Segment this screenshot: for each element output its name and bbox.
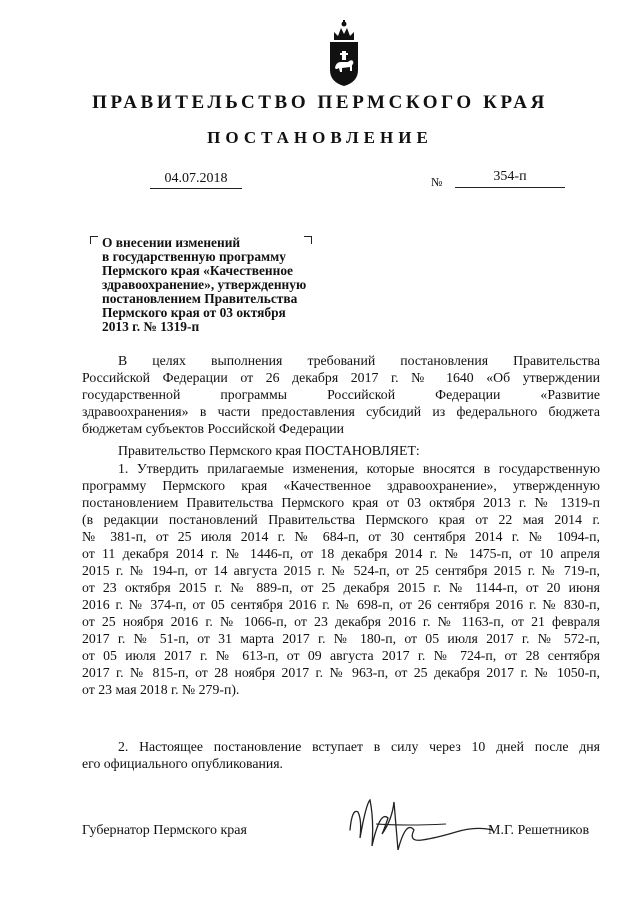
- coat-of-arms-icon: [326, 18, 362, 88]
- paragraph-line: 2. Настоящее постановление вступает в силу через 10 дней после дня: [118, 739, 600, 754]
- paragraph-line: (в редакции постановлений Правительства Пермского края от 22 мая 2014 г.: [82, 512, 600, 527]
- signatory-position: Губернатор Пермского края: [82, 823, 247, 838]
- subject-line: в государственную программу: [102, 249, 286, 264]
- document-number: 354-п: [455, 169, 565, 188]
- item-2-paragraph: [82, 738, 600, 772]
- subject-line: здравоохранение», утвержденную: [102, 277, 307, 292]
- preamble-paragraph: [82, 352, 600, 437]
- paragraph-line: от 25 ноября 2016 г. № 1066-п, от 23 декабря 2016 г. № 1163-п, от 21 февраля: [82, 614, 600, 629]
- paragraph-line: от 23 октября 2015 г. № 889-п, от 25 декабря 2015 г. № 1144-п, от 20 июня: [82, 580, 600, 595]
- subject-corner-left: [90, 236, 98, 244]
- signature-icon: [336, 790, 496, 860]
- item-1-paragraph: [82, 460, 600, 698]
- paragraph-line: от 11 декабря 2014 г. № 1446-п, от 18 декабря 2014 г. № 1475-п, от 10 апреля: [82, 546, 600, 561]
- paragraph-line: Российской Федерации от 26 декабря 2017 г. № 1640 «Об утверждении: [82, 370, 600, 385]
- paragraph-line: программу Пермского края «Качественное здравоохранение», утвержденную: [82, 478, 600, 493]
- paragraph-line: 2015 г. № 194-п, от 14 августа 2015 г. № 524-п, от 25 сентября 2015 г. № 719-п,: [82, 563, 600, 578]
- organization-title: ПРАВИТЕЛЬСТВО ПЕРМСКОГО КРАЯ: [92, 92, 548, 113]
- subject-line: 2013 г. № 1319-п: [102, 319, 200, 334]
- paragraph-line: его официального опубликования.: [82, 756, 284, 771]
- paragraph-line: от 05 июля 2017 г. № 613-п, от 09 августа 2017 г. № 724-п, от 28 сентября: [82, 648, 600, 663]
- signatory-name: М.Г. Решетников: [488, 823, 590, 838]
- paragraph-line: 2016 г. № 374-п, от 05 сентября 2016 г. № 698-п, от 26 сентября 2016 г. № 830-п,: [82, 597, 600, 612]
- subject-line: постановлением Правительства: [102, 291, 298, 306]
- number-sign: №: [431, 175, 443, 189]
- subject-line: О внесении изменений: [102, 235, 241, 250]
- document-date: 04.07.2018: [150, 171, 242, 189]
- paragraph-line: здравоохранения» в части предоставления субсидий из федерального бюджета: [82, 404, 600, 419]
- paragraph-line: бюджетам субъектов Российской Федерации: [82, 421, 345, 436]
- document-type: ПОСТАНОВЛЕНИЕ: [207, 128, 433, 147]
- paragraph-line: государственной программы Российской Федерации «Развитие: [82, 387, 600, 402]
- paragraph-line: 1. Утвердить прилагаемые изменения, которые вносятся в государственную: [118, 461, 600, 476]
- subject-line: Пермского края «Качественное: [102, 263, 293, 278]
- document-subject: [102, 236, 332, 334]
- resolves-line: Правительство Пермского края ПОСТАНОВЛЯЕТ:: [118, 443, 420, 458]
- subject-line: Пермского края от 03 октября: [102, 305, 286, 320]
- paragraph-line: постановлением Правительства Пермского края от 03 октября 2013 г. № 1319-п: [82, 495, 600, 510]
- paragraph-line: от 23 мая 2018 г. № 279-п).: [82, 682, 240, 697]
- paragraph-line: 2017 г. № 815-п, от 28 ноября 2017 г. № 963-п, от 25 декабря 2017 г. № 1050-п,: [82, 665, 600, 680]
- paragraph-line: В целях выполнения требований постановления Правительства: [118, 353, 600, 368]
- paragraph-line: 2017 г. № 51-п, от 31 марта 2017 г. № 180-п, от 05 июля 2017 г. № 572-п,: [82, 631, 600, 646]
- paragraph-line: № 381-п, от 25 июля 2014 г. № 684-п, от 30 сентября 2014 г. № 1094-п,: [82, 529, 600, 544]
